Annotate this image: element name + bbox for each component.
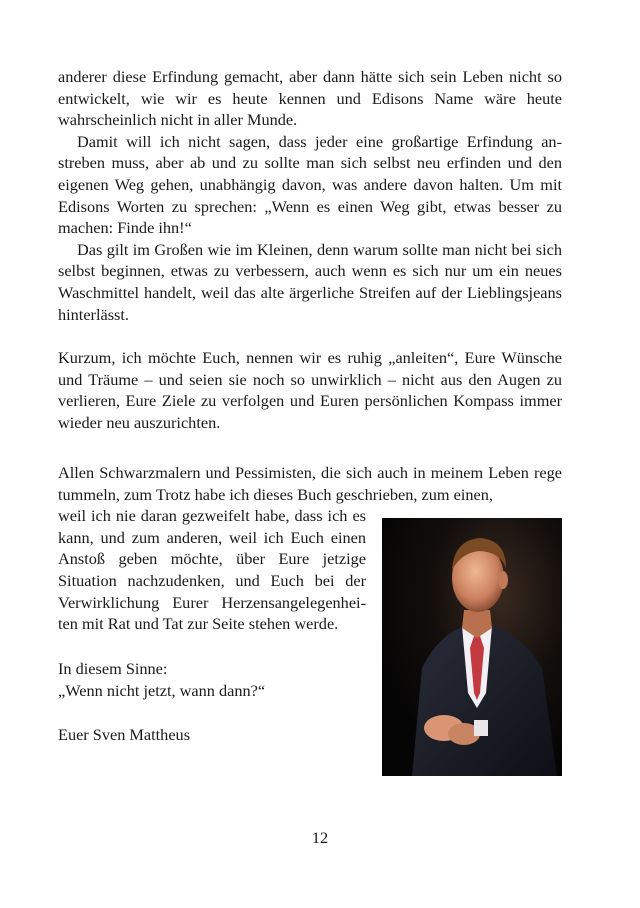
paragraph-3 [58,239,562,325]
paragraph-2 [58,131,562,239]
paragraph-5-wrapped [58,505,366,635]
line: Das gilt im Großen wie im Kleinen, denn warum sollte man nicht [77,239,508,259]
line: zu machen: Finde ihn!“ [58,196,562,238]
line: ten mit Rat und Tat zur Seite stehen werde. [58,614,339,634]
line: bei sich selbst beginnen, etwas zu verbessern, auch wenn es sich nur um [58,239,563,281]
line: Lieblingsjeans hinterlässt. [58,282,562,324]
line: rege tummeln, zum Trotz habe ich dieses Buch geschrieben, zum einen, [58,463,562,504]
line: eigenen Weg gehen, unabhängig davon, was andere davon halten. Um [58,174,534,194]
line: streben muss, aber ab und zu sollte man sich selbst neu erfinden und den [58,153,562,173]
line: es kann, und zum anderen, weil ich Euch [58,506,366,547]
line: mit Edisons Worten zu sprechen: „Wenn es einen Weg gibt, etwas besser [58,174,563,216]
author-photo [382,518,562,776]
line: zu verlieren, Eure Ziele zu verfolgen und Euren persönlichen Kompass [58,369,562,411]
line: anderer diese Erfindung gemacht, aber dann hätte sich sein Leben nicht [58,67,542,86]
paragraph-4 [58,347,562,433]
line: einen Anstoß geben möchte, über Eure jetzige [58,527,367,569]
page-number: 12 [311,828,329,847]
paragraph-1 [58,66,562,131]
line: so entwickelt, wie wir es heute kennen und Edisons Name wäre heute [58,67,562,108]
line: wahrscheinlich nicht in aller Munde. [58,110,298,130]
paragraph-5 [58,462,562,505]
text-block-middle [58,347,562,433]
line: Situation nachzudenken, und Euch bei der [58,570,366,590]
line: Allen Schwarzmalern und Pessimisten, die sich auch in meinem Leben [58,463,529,482]
line: und Träume – und seien sie noch so unwirklich – nicht aus den Augen [58,369,541,389]
closing-line-1: In diesem Sinne: [58,659,168,678]
line: Kurzum, ich möchte Euch, nennen wir es ruhig „anleiten“, Eure Wünsche [58,348,562,367]
line: immer wieder neu auszurichten. [58,391,562,432]
text-block-top [58,66,562,325]
line: Verwirklichung Eurer Herzensangelegenhei- [58,592,366,612]
line: ein neues Waschmittel handelt, weil das alte ärgerliche Streifen auf der [58,261,562,302]
line: Damit will ich nicht sagen, dass jeder eine großartige Erfindung an- [77,131,562,151]
line: weil ich nie daran gezweifelt habe, dass ich [58,506,348,526]
author-photo-illustration [382,518,562,776]
signature: Euer Sven Mattheus [58,725,191,744]
closing-words [58,658,358,701]
closing-quote: „Wenn nicht jetzt, wann dann?“ [58,680,266,700]
